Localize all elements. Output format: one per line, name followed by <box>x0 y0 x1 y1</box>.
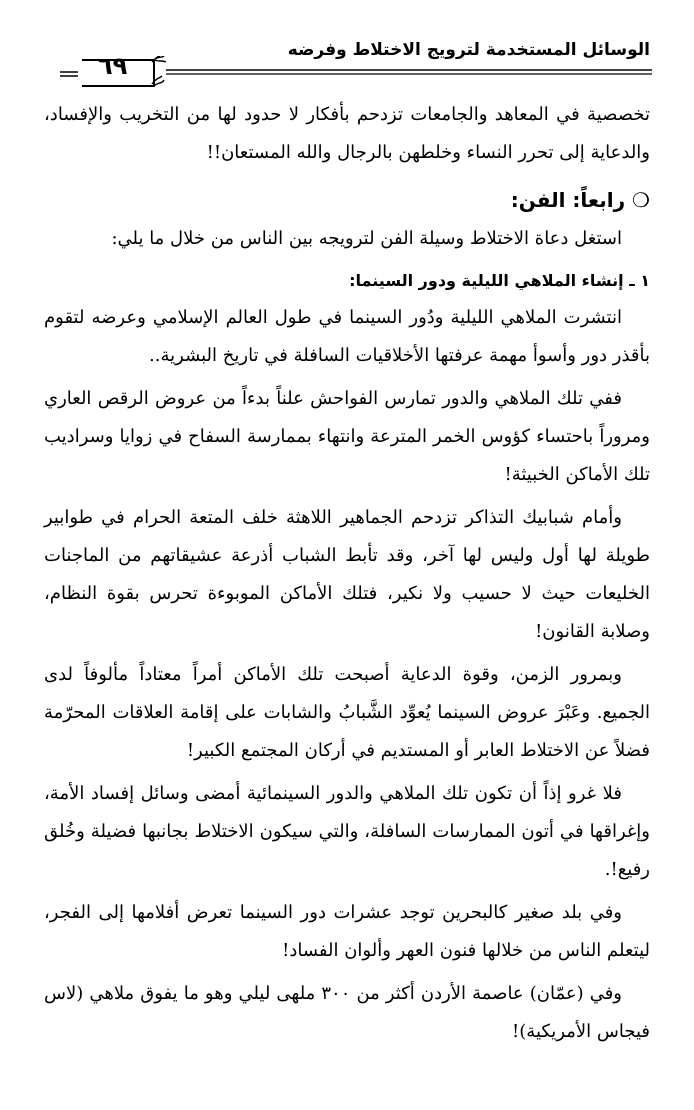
page-number: ٦٩ <box>98 52 128 80</box>
paragraph: وفي (عمّان) عاصمة الأردن أكثر من ٣٠٠ ملهى ليلي وهو ما يفوق ملاهي (لاس فيجاس الأمريكية)! <box>44 983 650 1042</box>
paragraph: وأمام شبابيك التذاكر تزدحم الجماهير اللاهثة خلف المتعة الحرام في طوابير طويلة لها أول وليس لها آخر، وقد تأبط الشباب أذرعة عشيقاتهم من الماجنات الخليعات حيث لا حسيب ولا نكير، فتلك الأماكن الموبوءة تحرس بقوة النظام، وصلابة القانون! <box>44 507 650 642</box>
paragraph-intro: تخصصية في المعاهد والجامعات تزدحم بأفكار لا حدود لها من التخريب والإفساد، والدعاية إلى تحرر النساء وخلطهن بالرجال والله المستعان!! <box>44 104 650 163</box>
separator <box>44 772 650 773</box>
separator <box>44 496 650 497</box>
paragraph: فلا غرو إذاً أن تكون تلك الملاهي والدور السينمائية أمضى وسائل إفساد الأمة، وإغراقها في أتون الممارسات السافلة، والتي سيكون الاختلاط بجانبها فضيلة وخُلق رفيع!. <box>44 783 650 880</box>
paragraph: وفي بلد صغير كالبحرين توجد عشرات دور السينما تعرض أفلامها إلى الفجر، ليتعلم الناس من خلالها فنون العهر وألوان الفساد! <box>44 902 650 961</box>
paragraph-art-intro: استغل دعاة الاختلاط وسيلة الفن لترويجه بين الناس من خلال ما يلي: <box>111 228 622 249</box>
running-title: الوسائل المستخدمة لترويج الاختلاط وفرضه <box>287 40 650 60</box>
paragraph: انتشرت الملاهي الليلية ودُور السينما في طول العالم الإسلامي وعرضه لتقوم بأقذر دور وأسوأ مهمة عرفتها الأخلاقيات السافلة في تاريخ البشرية.. <box>44 307 650 366</box>
separator <box>44 260 650 261</box>
separator <box>44 972 650 973</box>
section-heading-art: ❍ رابعاً: الفن: <box>510 188 650 212</box>
page-body <box>44 96 650 1051</box>
separator <box>44 653 650 654</box>
page-header <box>0 0 694 90</box>
separator <box>44 377 650 378</box>
subheading-nightclubs-cinemas: ١ ـ إنشاء الملاهي الليلية ودور السينما: <box>349 271 650 290</box>
separator <box>44 891 650 892</box>
paragraph: ففي تلك الملاهي والدور تمارس الفواحش علناً بدءاً من عروض الرقص العاري ومروراً باحتساء كؤوس الخمر المترعة وانتهاء بممارسة السفاح في زوايا وسراديب تلك الأماكن الخبيثة! <box>44 388 650 485</box>
header-rule <box>0 62 694 82</box>
paragraph: وبمرور الزمن، وقوة الدعاية أصبحت تلك الأماكن أمراً معتاداً مألوفاً لدى الجميع. وعَبْرَ عروض السينما يُعوِّد الشَّبابُ والشابات على إقامة العلاقات المحرّمة فضلاً عن الاختلاط العابر أو المستديم في أركان المجتمع الكبير! <box>44 664 650 761</box>
